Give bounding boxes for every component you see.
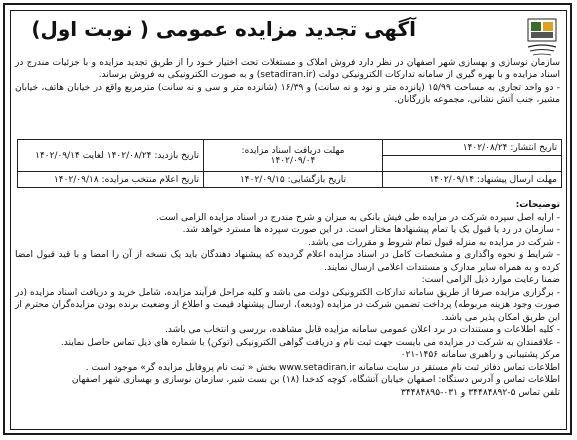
note-item: - ارایه اصل سپرده شرکت در مزایده طی فیش بانکی به میزان و شرح مندرج در اسناد مزایده الزامی است. [156, 212, 560, 223]
notice-intro: سازمان نوسازی و بهسازی شهر اصفهان در نظر دارد فروش املاک و مستغلات تحت اختیار خـود را از طریق تجدید مزایده و با جزئیات مندرج در اسناد مزایده و با بهره گیری از سامانه تدارکات الکترونیکی دولت (setadiran.ir) و به صورت الکترونیکی به فروش برساند. [15, 58, 560, 81]
notice-frame [3, 3, 572, 435]
submit-deadline: مهلت ارسال پیشنهاد: ۱۴۰۲/۰۹/۱۴ [383, 172, 562, 188]
notice-item: - دو واحد تجاری به مساحت ۱۵/۹۹ (پانزده متر و نود و نه سانت) و ۱۶/۳۹ (شانزده متر و سی و نه سانت) مترمربع واقع در خیابان هاتف، خیابان مشیر، جنب آتش نشانی، مجموعه بازرگانان. [15, 82, 560, 106]
spacer-cell [383, 156, 562, 172]
phone-info: تلفن تماس ۵-۳۴۴۸۴۸۹۲ و ۰۳۱-۳۴۴۸۴۸۹۵ [401, 387, 560, 398]
note-item: - سازمان در رد یا قبول یک یا تمام پیشنهادها مختار است. در این صورت سپرده ها مسترد خواهد شد. [182, 225, 560, 235]
visit-date: تاریخ بازدید: ۱۴۰۲/۰۸/۲۴ لغایت ۱۴۰۲/۰۹/۱۴ [18, 140, 204, 172]
note-item: - برگزاری مزایده صرفا از طریق سامانه تدارکات الکترونیکی دولت می باشد و کلیه مراحل فرآیند مزایده، شامل خرید و دریافت اسناد مزایده (در صورت وجود هزینه مربوطه) پرداخت تضمین شرکت در مزایده (ودیعه)، ارسال پیشنهاد قیمت و اطلاع از وضعیت برنده بودن مزایده‌گران محترم از این طریق امکان پذیر می باشد. [15, 287, 560, 323]
doc-deadline-label: مهلت دریافت اسناد مزایده: [241, 145, 345, 156]
doc-deadline-value: ۱۴۰۲/۰۹/۰۴ [270, 155, 316, 166]
registration-info: اطلاعات تماس دفاتر ثبت نام مستقر در سایت سامانه www.setadiran.ir بخش « ثبت نام پروفایل مزایده گر» موجود است . [85, 362, 560, 373]
note-item: - شرایط و نحوه واگذاری و مشخصات کامل در اسناد مزایده اعلام گردیده که پیشنهاد دهندگان باید یک نسخه از آن را امضا و با قید قبول امضا کرده و به همراه سایر مدارک و مستندات اعلامی ارسال نمایند. [15, 250, 560, 273]
organization-logo-icon [524, 17, 560, 57]
dates-table [17, 139, 562, 188]
support-center: مرکز پشتیبانی و راهبری سامانه ۱۴۵۶-۰۲۱ [400, 350, 560, 360]
address-info: اطلاعات تماس و آدرس دستگاه: اصفهان خیابان آتشگاه، کوچه کدخدا (۱۸) بن بست شیر، سازمان نوسازی و بهسازی شهر اصفهان [71, 375, 560, 385]
note-item: ضمنا رعایت موارد ذیل الزامی است: [421, 275, 560, 285]
notice-title: آگهی تجدید مزایده عمومی ( نوبت اول) [31, 17, 416, 41]
opening-date: تاریخ بازگشایی: ۱۴۰۲/۰۹/۱۵ [204, 172, 383, 188]
notes-section [15, 199, 560, 399]
notice-inner-border [10, 10, 567, 430]
note-item: - علاقمندان به شرکت در مزایده می بایست جهت ثبت نام و دریافت گواهی الکترونیکی (توکن) با شماره های ذیل تماس حاصل نمایند. [60, 337, 560, 348]
table-row [18, 140, 562, 156]
winner-date: تاریخ اعلام منتخب مزایده: ۱۴۰۲/۰۹/۱۸ [18, 172, 204, 188]
notice-body [15, 57, 560, 107]
notes-title: توضیحات: [515, 200, 560, 210]
note-item: - شرکت در مزایده به منزله قبول تمام شروط و مقررات می باشد. [308, 237, 560, 248]
note-item: - کلیه اطلاعات و مستندات در برد اعلان عمومی سامانه مزایده قابل مشاهده، بررسی و انتخاب می باشد. [164, 325, 560, 335]
table-row [18, 172, 562, 188]
publish-date: تاریخ انتشار: ۱۴۰۲/۰۸/۲۴ [383, 140, 562, 156]
notice-header [11, 11, 566, 57]
doc-deadline-cell [204, 140, 383, 172]
